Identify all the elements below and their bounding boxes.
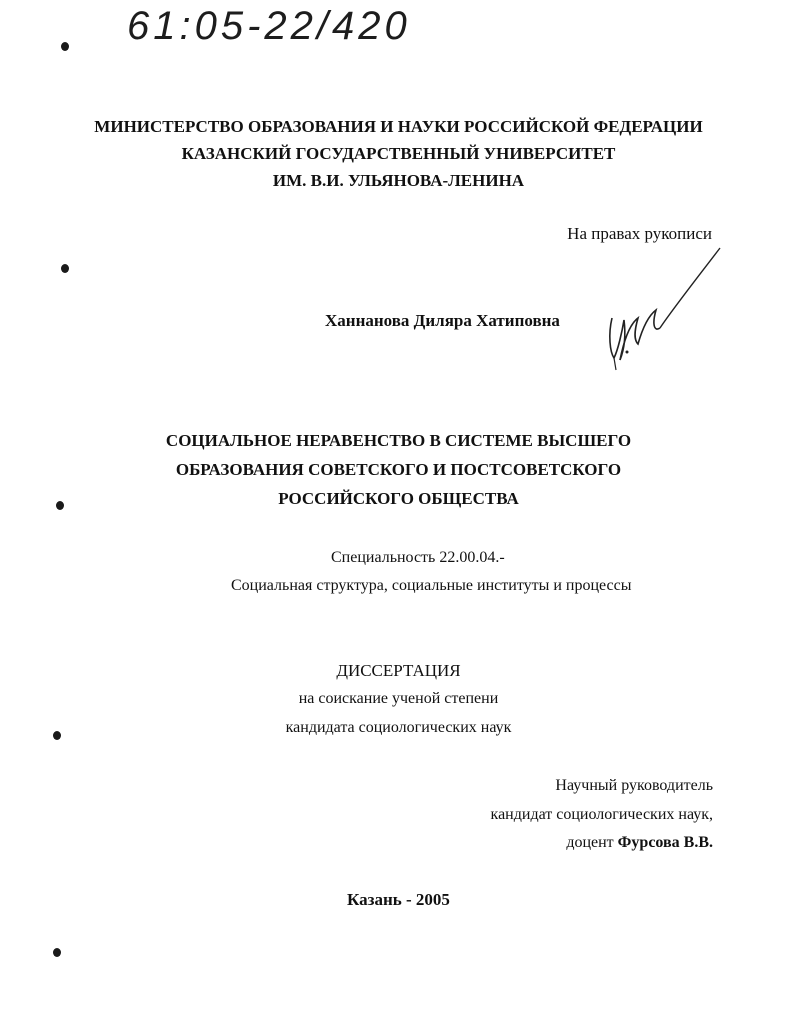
title-line-3: РОССИЙСКОГО ОБЩЕСТВА [278,489,519,508]
author-name: Ханнанова Диляра Хатиповна [325,311,560,330]
ministry-line-1: МИНИСТЕРСТВО ОБРАЗОВАНИЯ И НАУКИ РОССИЙСКОЙ ФЕДЕРАЦИИ [94,117,703,136]
degree-line-2: кандидата социологических наук [285,719,512,736]
binding-hole [61,42,69,51]
title-line-2: ОБРАЗОВАНИЯ СОВЕТСКОГО И ПОСТСОВЕТСКОГО [175,460,622,479]
specialty-name: Социальная структура, социальные институты и процессы [231,577,632,594]
supervisor-title: доцент [566,834,614,851]
title-line-1: СОЦИАЛЬНОЕ НЕРАВЕНСТВО В СИСТЕМЕ ВЫСШЕГО [165,431,632,450]
degree-line-1: на соискание ученой степени [298,690,499,707]
supervisor-label: Научный руководитель [555,777,713,794]
supervisor-name: Фурсова В.В. [617,834,713,851]
supervisor-degree: кандидат социологических наук, [490,806,713,823]
supervisor-line [566,834,713,852]
author-signature [590,240,730,375]
city-year: Казань - 2005 [347,890,450,909]
university-name: КАЗАНСКИЙ ГОСУДАРСТВЕННЫЙ УНИВЕРСИТЕТ [181,144,616,163]
archive-number: 61:05-22/420 [127,4,411,48]
manuscript-note: На правах рукописи [567,224,712,243]
dissertation-label: ДИССЕРТАЦИЯ [336,661,461,680]
binding-hole [61,264,69,273]
binding-hole [53,948,61,957]
university-honorific: ИМ. В.И. УЛЬЯНОВА-ЛЕНИНА [272,171,525,190]
specialty-code: Специальность 22.00.04.- [331,549,505,566]
